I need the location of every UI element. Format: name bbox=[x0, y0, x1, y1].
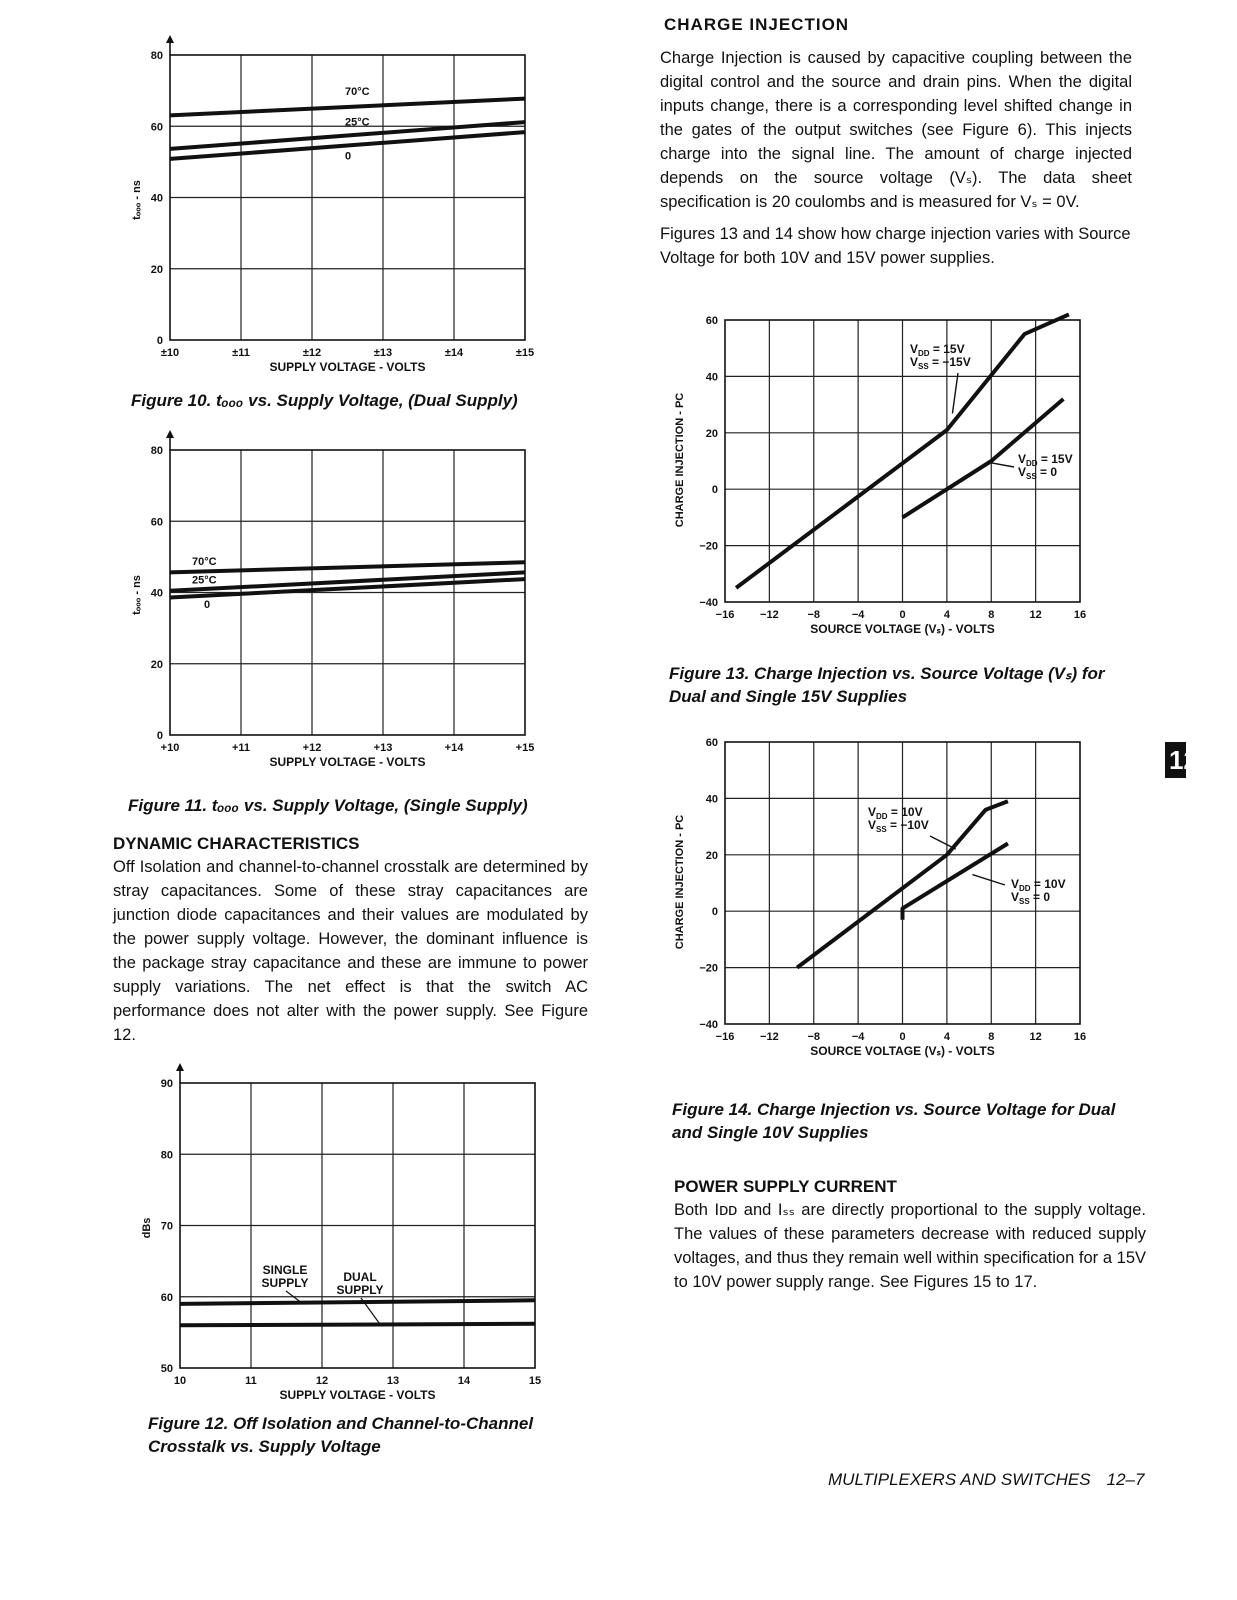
series-label: 0 bbox=[204, 598, 211, 611]
x-tick-label: ±11 bbox=[232, 347, 250, 359]
y-tick-label: 20 bbox=[150, 658, 163, 671]
x-tick-label: +11 bbox=[231, 742, 251, 754]
page-footer bbox=[828, 1470, 1144, 1490]
x-tick-label: +12 bbox=[302, 742, 322, 754]
label-part: SS bbox=[876, 825, 887, 834]
label-part: V bbox=[1011, 890, 1020, 904]
figure-12-svg bbox=[130, 1058, 570, 1403]
y-tick-label: −20 bbox=[699, 962, 718, 975]
x-tick-label: ±15 bbox=[515, 347, 535, 359]
figure-10-svg bbox=[120, 30, 560, 375]
y-tick-label: 0 bbox=[711, 906, 718, 919]
y-tick-label: 0 bbox=[156, 335, 163, 347]
label-part: SS bbox=[1026, 472, 1037, 481]
x-tick-label: +10 bbox=[160, 742, 180, 754]
y-tick-label: 40 bbox=[150, 192, 163, 205]
dynamic-characteristics-paragraph: Off Isolation and channel-to-channel crosstalk are determined by stray capacitances. Some of these stray capacitances are junction diode capacitances and their values are modulated by the power supply voltage. However, the dominant influence is the package stray capacitance and these are immune to power supply variations. The net effect is that the switch AC performance does not alter with the power supply. See Figure 12. bbox=[113, 858, 588, 1044]
series-label-single-vss bbox=[1018, 465, 1057, 481]
x-tick-label: ±14 bbox=[444, 347, 464, 359]
series-line bbox=[170, 99, 525, 116]
x-tick-label: 16 bbox=[1073, 609, 1087, 621]
label-part: DD bbox=[918, 349, 930, 358]
x-tick-label: 12 bbox=[315, 1375, 329, 1387]
x-tick-label: 4 bbox=[943, 1031, 950, 1043]
label-leader-line bbox=[972, 875, 1005, 885]
series-label-line: SUPPLY bbox=[336, 1283, 384, 1297]
y-axis-arrow-head bbox=[166, 35, 174, 43]
series-label: 70°C bbox=[345, 86, 370, 99]
charge-injection-paragraph-2: Figures 13 and 14 show how charge injection varies with Source Voltage for both 10V and 15V power supplies. bbox=[660, 225, 1131, 267]
figure-11-chart bbox=[120, 425, 560, 770]
power-supply-current-heading: POWER SUPPLY CURRENT bbox=[674, 1177, 897, 1196]
x-tick-label: −8 bbox=[807, 1031, 821, 1043]
y-axis-title: CHARGE INJECTION - PC bbox=[674, 814, 686, 950]
y-tick-label: 40 bbox=[705, 371, 718, 384]
section-tab: 12 bbox=[1165, 742, 1186, 778]
label-part: V bbox=[910, 342, 919, 356]
figure-14-svg bbox=[670, 732, 1110, 1072]
y-tick-label: 20 bbox=[705, 427, 718, 440]
label-part: SS bbox=[1019, 897, 1030, 906]
y-tick-label: 60 bbox=[705, 315, 718, 327]
y-axis-title: tₒₒₒ - ns bbox=[131, 180, 143, 220]
series-label-line: SINGLE bbox=[262, 1263, 308, 1277]
x-axis-title: SUPPLY VOLTAGE - VOLTS bbox=[269, 360, 426, 374]
label-part: = 10V bbox=[1030, 877, 1066, 891]
label-part: V bbox=[1018, 465, 1027, 479]
series-label: 0 bbox=[345, 150, 352, 163]
label-part: V bbox=[868, 805, 877, 819]
x-tick-label: 14 bbox=[457, 1375, 471, 1387]
x-tick-label: −4 bbox=[851, 1031, 865, 1043]
label-part: = 15V bbox=[929, 342, 965, 356]
x-tick-label: 10 bbox=[173, 1375, 187, 1387]
y-tick-label: 70 bbox=[160, 1220, 173, 1233]
series-line bbox=[180, 1324, 535, 1326]
x-tick-label: +15 bbox=[515, 742, 535, 754]
label-part: = −10V bbox=[886, 818, 929, 832]
series-label-line: DUAL bbox=[343, 1270, 377, 1284]
x-tick-label: −4 bbox=[851, 609, 865, 621]
series-label: 25°C bbox=[192, 574, 217, 587]
x-tick-label: 4 bbox=[943, 609, 950, 621]
y-tick-label: 60 bbox=[705, 737, 718, 749]
figure-10-chart bbox=[120, 30, 560, 375]
label-part: V bbox=[1011, 877, 1020, 891]
x-tick-label: 8 bbox=[988, 609, 995, 621]
x-tick-label: +14 bbox=[444, 742, 464, 754]
x-tick-label: 8 bbox=[988, 1031, 995, 1043]
x-tick-label: 11 bbox=[245, 1375, 257, 1387]
x-tick-label: ±13 bbox=[373, 347, 393, 359]
x-tick-label: 15 bbox=[528, 1375, 542, 1387]
series-line bbox=[180, 1300, 535, 1304]
y-tick-label: 50 bbox=[160, 1363, 173, 1375]
series-label: 70°C bbox=[192, 555, 217, 568]
y-tick-label: 60 bbox=[150, 516, 163, 529]
series-label: 25°C bbox=[345, 116, 370, 129]
series-label-line: SUPPLY bbox=[261, 1276, 309, 1290]
figure-13-svg bbox=[670, 310, 1110, 650]
figure-11-svg bbox=[120, 425, 560, 770]
x-tick-label: ±12 bbox=[302, 347, 322, 359]
x-tick-label: −8 bbox=[807, 609, 821, 621]
label-part: DD bbox=[876, 812, 888, 821]
series-label-single-vss bbox=[1011, 890, 1050, 906]
charge-injection-text bbox=[660, 46, 1132, 270]
figure-12-caption: Figure 12. Off Isolation and Channel-to-Channel Crosstalk vs. Supply Voltage bbox=[148, 1414, 534, 1456]
y-tick-label: 90 bbox=[160, 1078, 173, 1090]
y-axis-title: dBs bbox=[141, 1217, 153, 1239]
label-part: DD bbox=[1019, 884, 1031, 893]
x-tick-label: ±10 bbox=[160, 347, 180, 359]
x-axis-title: SUPPLY VOLTAGE - VOLTS bbox=[269, 755, 426, 769]
y-axis-arrow-head bbox=[176, 1063, 184, 1071]
y-tick-label: 20 bbox=[150, 263, 163, 276]
x-tick-label: 13 bbox=[386, 1375, 400, 1387]
section-heading-cut: CHARGE INJECTION bbox=[664, 15, 850, 34]
y-axis-arrow-head bbox=[166, 430, 174, 438]
series-label-dual-supply bbox=[337, 1270, 384, 1297]
y-tick-label: 0 bbox=[711, 484, 718, 497]
footer-page-number: 12–7 bbox=[1106, 1470, 1145, 1489]
y-tick-label: 80 bbox=[150, 50, 163, 62]
label-part: SS bbox=[918, 362, 929, 371]
y-tick-label: 0 bbox=[156, 730, 163, 742]
power-supply-current-paragraph: Both Iᴅᴅ and Iₛₛ are directly proportional to the supply voltage. The values of these parameters decrease with reduced supply voltages, and thus they remain well within specification for a 15V to 10V power supply range. See Figures 15 to 17. bbox=[674, 1201, 1146, 1291]
y-axis-title: tₒₒₒ - ns bbox=[131, 575, 143, 615]
label-part: V bbox=[910, 355, 919, 369]
x-tick-label: −12 bbox=[760, 1031, 779, 1043]
y-tick-label: 80 bbox=[150, 445, 163, 457]
x-axis-title: SUPPLY VOLTAGE - VOLTS bbox=[279, 1388, 436, 1402]
y-tick-label: 40 bbox=[705, 793, 718, 806]
x-tick-label: 0 bbox=[899, 609, 906, 621]
series-label-single-supply bbox=[262, 1263, 309, 1290]
x-tick-label: 12 bbox=[1029, 609, 1042, 621]
label-part: = 15V bbox=[1037, 452, 1073, 466]
label-part: = −15V bbox=[928, 355, 971, 369]
y-tick-label: −40 bbox=[699, 1019, 718, 1031]
label-part: DD bbox=[1026, 459, 1038, 468]
footer-section: MULTIPLEXERS AND SWITCHES bbox=[828, 1470, 1091, 1489]
label-part: V bbox=[1018, 452, 1027, 466]
y-axis-title: CHARGE INJECTION - PC bbox=[674, 392, 686, 528]
x-tick-label: −16 bbox=[715, 1031, 735, 1043]
figure-12-chart bbox=[130, 1058, 570, 1403]
dynamic-characteristics-text bbox=[113, 855, 588, 1047]
x-axis-title: SOURCE VOLTAGE (Vₛ) - VOLTS bbox=[810, 622, 995, 636]
figure-11-caption: Figure 11. tₒₒₒ vs. Supply Voltage, (Single Supply) bbox=[128, 796, 528, 815]
figure-13-caption: Figure 13. Charge Injection vs. Source Voltage (Vₛ) for Dual and Single 15V Supplies bbox=[669, 664, 1105, 706]
x-tick-label: +13 bbox=[373, 742, 393, 754]
label-part: = 10V bbox=[887, 805, 923, 819]
figure-10-caption: Figure 10. tₒₒₒ vs. Supply Voltage, (Dual Supply) bbox=[131, 391, 518, 410]
dynamic-characteristics-heading: DYNAMIC CHARACTERISTICS bbox=[113, 834, 360, 853]
figure-14-chart bbox=[670, 732, 1110, 1072]
x-tick-label: −12 bbox=[760, 609, 779, 621]
y-tick-label: −40 bbox=[699, 597, 718, 609]
y-tick-label: 60 bbox=[160, 1291, 173, 1304]
x-tick-label: 0 bbox=[899, 1031, 906, 1043]
x-tick-label: 12 bbox=[1029, 1031, 1042, 1043]
x-tick-label: −16 bbox=[715, 609, 735, 621]
y-tick-label: 40 bbox=[150, 587, 163, 600]
label-leader-line bbox=[989, 462, 1014, 467]
figure-14-caption: Figure 14. Charge Injection vs. Source Voltage for Dual and Single 10V Supplies bbox=[672, 1100, 1116, 1142]
label-part: = 0 bbox=[1029, 890, 1051, 904]
y-tick-label: 80 bbox=[160, 1149, 173, 1162]
series-line bbox=[170, 562, 525, 572]
figure-13-chart bbox=[670, 310, 1110, 650]
y-tick-label: 60 bbox=[150, 121, 163, 134]
x-tick-label: 16 bbox=[1073, 1031, 1087, 1043]
label-part: = 0 bbox=[1036, 465, 1058, 479]
label-leader-line bbox=[930, 836, 956, 849]
y-tick-label: −20 bbox=[699, 540, 718, 553]
y-tick-label: 20 bbox=[705, 849, 718, 862]
x-axis-title: SOURCE VOLTAGE (Vₛ) - VOLTS bbox=[810, 1044, 995, 1058]
label-leader-line bbox=[952, 373, 958, 414]
charge-injection-paragraph-1: Charge Injection is caused by capacitive coupling between the digital control and the source and drain pins. When the digital inputs change, there is a corresponding level shifted change in the gates of the output switches (see Figure 6). This injects charge into the signal line. The amount of charge injected depends on the source voltage (Vₛ). The data sheet specification is 20 coulombs and is measured for Vₛ = 0V. bbox=[660, 49, 1132, 211]
power-supply-current-text bbox=[674, 1198, 1146, 1294]
label-part: V bbox=[868, 818, 877, 832]
